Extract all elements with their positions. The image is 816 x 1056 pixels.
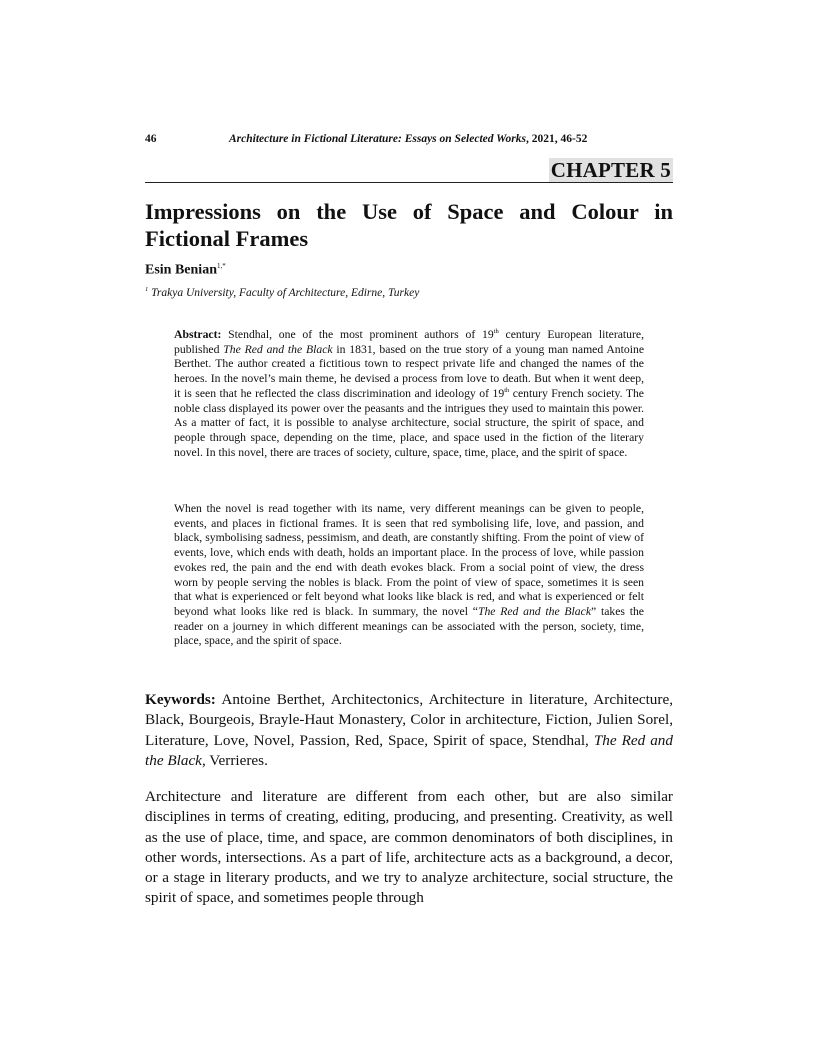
- keywords-text: Antoine Berthet, Architectonics, Architecture in literature, Architecture, Black, Bourgeois, Brayle-Haut Monastery, Color in architecture, Fiction, Julien Sorel, Literature, Love, Novel, Passion, Red, Space, Spirit of space, Stendhal,: [145, 691, 673, 749]
- affiliation-text: Trakya University, Faculty of Architecture, Edirne, Turkey: [148, 286, 420, 299]
- page: [145, 0, 673, 1056]
- author-name: Esin Benian: [145, 262, 217, 278]
- abstract-label: Abstract:: [174, 328, 222, 341]
- ordinal-sup: th: [504, 386, 510, 394]
- keywords-label: Keywords:: [145, 691, 216, 708]
- author-marks: 1,*: [216, 262, 226, 270]
- abstract-text: ” takes the reader on a journey in which different meanings can be associated with the person, society, time, place, space, and the spirit of space.: [174, 604, 644, 648]
- keywords-text: , Verrieres.: [201, 751, 268, 769]
- book-title: The Red and the Black: [477, 604, 592, 618]
- ordinal-sup: th: [493, 328, 499, 336]
- abstract-text: century French society. The noble class displayed its power over the peasants and the intrigues they used to maintain this power. As a matter of fact, it is possible to analyse architecture, social structure, the spirit of space, and people through space, depending on the time, place, and space used in the fiction of the literary novel. In this novel, there are traces of society, culture, space, time, place, and the spirit of space.: [174, 386, 644, 459]
- chapter-rule: [145, 158, 673, 183]
- journal-title: Architecture in Fictional Literature: Essays on Selected Works: [229, 133, 526, 145]
- abstract-text: Stendhal, one of the most prominent authors of 19: [221, 328, 494, 341]
- journal-citation: [229, 133, 587, 145]
- chapter-label: CHAPTER 5: [550, 158, 671, 182]
- journal-year-pages: , 2021, 46-52: [526, 133, 588, 145]
- abstract-text: When the novel is read together with its name, very different meanings can be given to people, events, and places in fictional frames. It is seen that red symbolising life, love, and passion, and black, symbolising sadness, pessimism, and death, are constantly shifting. From the point of view of events, love, which ends with death, holds an important place. In the process of love, while passion evokes red, the pain and the end with death evokes black. From a social point of view, the dress worn by people serving the nobles is black. From the point of view of space, sometimes it is seen that what is experienced or felt beyond what looks like black is red, and what is experienced or felt beyond what looks like red is black. In summary, the novel “: [174, 502, 644, 618]
- book-title: The Red and the Black: [223, 342, 333, 356]
- book-title: The Red and the Black: [145, 731, 673, 769]
- abstract-text: century European literature, published: [174, 328, 645, 356]
- page-number: 46: [145, 133, 157, 145]
- affiliation-mark: 1: [145, 286, 149, 293]
- abstract-paragraph-1: [174, 328, 644, 460]
- abstract-text: in 1831, based on the true story of a young man named Antoine Berthet. The author created a fictitious town to respect private life and changed the names of the heroes. In the novel’s main theme, he devised a process from love to death. But when it went deep, it is seen that he reflected the class discrimination and ideology of 19: [174, 342, 645, 400]
- article-title: Impressions on the Use of Space and Colour in Fictional Frames: [145, 199, 673, 251]
- affiliation: [145, 286, 419, 299]
- body-paragraph: Architecture and literature are different from each other, but are also similar disciplines in terms of creating, editing, producing, and presenting. Creativity, as well as the use of place, time, and space, are common denominators of both disciplines, in other words, intersections. As a part of life, architecture acts as a background, a decor, or a stage in literary products, and we try to analyze architecture, social structure, the spirit of space, and sometimes people through: [145, 788, 673, 907]
- keywords: [145, 690, 673, 771]
- abstract-paragraph-2: [174, 502, 644, 649]
- author-line: [145, 262, 226, 279]
